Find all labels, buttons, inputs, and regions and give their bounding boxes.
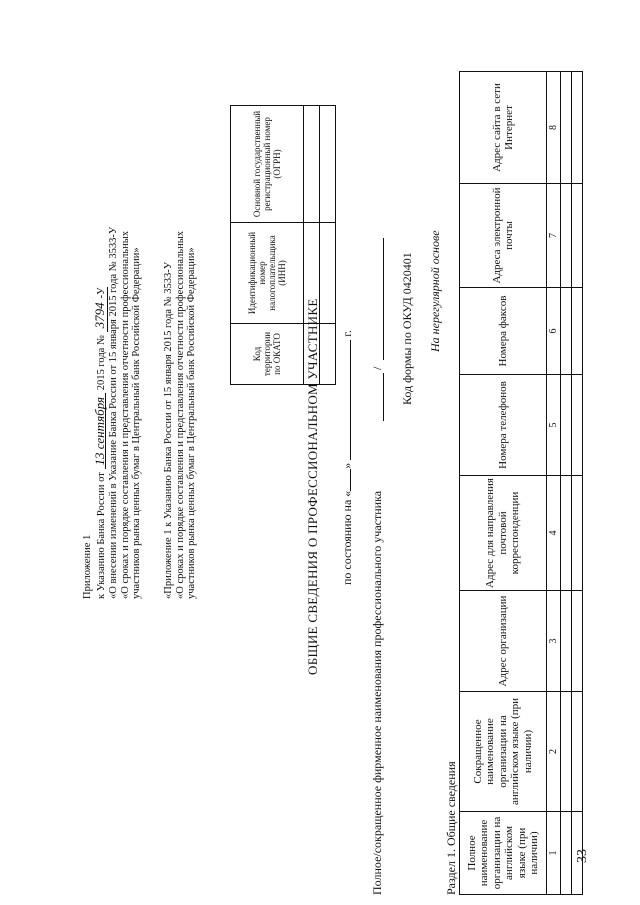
ogrn-header: Основной государственный регистрационный номер (ОГРН) [231, 106, 304, 223]
section-1-title: Раздел 1. Общие сведения [444, 761, 458, 895]
table-cell [572, 812, 583, 895]
column-number: 5 [547, 375, 561, 476]
table-cell [561, 184, 572, 288]
as-of-close-quote: » [340, 462, 354, 469]
table-cell [572, 692, 583, 812]
appendix-date-handwritten: 13 сентября [94, 393, 107, 470]
as-of-open-quote: « [340, 490, 354, 497]
document-title: ОБЩИЕ СВЕДЕНИЯ О ПРОФЕССИОНАЛЬНОМ УЧАСТНИКЕ [305, 298, 320, 675]
as-of-month-year-blank [350, 340, 351, 460]
table-cell [572, 72, 583, 184]
participant-name-rule [383, 373, 384, 421]
table-data-row [561, 72, 572, 895]
okato-value-cell [320, 324, 336, 385]
previous-appendix-line3: участников рынка ценных бумаг в Центральный банк Российской Федерации» [186, 247, 197, 599]
appendix-number-handwritten: 3794 [91, 302, 107, 329]
participant-name-slash: / [370, 366, 384, 370]
previous-appendix-line1: «Приложение 1 к Указанию Банка России от 15 января 2015 года № 3533-У [163, 261, 174, 599]
appendix-year-text: 2015 года № [95, 335, 107, 391]
table-cell [561, 812, 572, 895]
col-header-faxes: Номера факсов [460, 288, 547, 375]
as-of-date-line [340, 330, 355, 585]
col-header-postal-address: Адрес для направления почтовой корреспонденции [460, 476, 547, 591]
reporting-periodicity: На нерегулярной основе [428, 230, 442, 352]
appendix-number-suffix: -У [95, 287, 107, 299]
table-data-row [572, 72, 583, 895]
as-of-prefix: по состоянию на [340, 499, 354, 585]
column-number: 6 [547, 288, 561, 375]
ogrn-value-cell [304, 106, 320, 223]
okato-header: Код территории по ОКАТО [231, 324, 304, 385]
appendix-note [82, 129, 143, 599]
column-number-row [547, 72, 561, 895]
okud-form-code: Код формы по ОКУД 0420401 [400, 252, 414, 405]
general-info-table [459, 71, 583, 895]
ogrn-value-cell [320, 106, 336, 223]
column-number: 8 [547, 72, 561, 184]
as-of-year-suffix: г. [340, 330, 354, 337]
col-header-address: Адрес организации [460, 591, 547, 692]
col-header-emails: Адреса электронной почты [460, 184, 547, 288]
col-header-short-name-en: Сокращенное наименование организации на английском языке (при наличии) [460, 692, 547, 812]
participant-name-label: Полное/сокращенное фирменное наименования профессионального участника [370, 490, 384, 895]
column-number: 4 [547, 476, 561, 591]
table-cell [561, 288, 572, 375]
table-cell [572, 375, 583, 476]
appendix-title: Приложение 1 [82, 534, 93, 599]
table-cell [561, 591, 572, 692]
table-cell [561, 692, 572, 812]
page-number: 33 [575, 849, 590, 863]
inn-header: Идентификационный номер налогоплательщика (ИНН) [231, 223, 304, 324]
column-number: 2 [547, 692, 561, 812]
previous-appendix-line2: «О сроках и порядке составления и представления отчетности профессиональных [174, 230, 186, 599]
table-cell [561, 72, 572, 184]
col-header-website: Адрес сайта в сети Интернет [460, 72, 547, 184]
inn-value-cell [320, 223, 336, 324]
participant-name-rule [383, 238, 384, 360]
col-header-phones: Номера телефонов [460, 375, 547, 476]
column-number: 7 [547, 184, 561, 288]
appendix-date-line [91, 129, 109, 599]
as-of-day-blank [350, 469, 351, 491]
previous-appendix-note [163, 129, 198, 599]
appendix-line4: участников рынка ценных бумаг в Центральный банк Российской Федерации» [131, 247, 142, 599]
table-cell [561, 375, 572, 476]
col-header-full-name-en: Полное наименование организации на английском языке (при наличии) [460, 812, 547, 895]
table-header-row [460, 72, 547, 895]
column-number: 3 [547, 591, 561, 692]
appendix-line3: «О сроках и порядке составления и представления отчетности профессиональных [119, 230, 131, 599]
appendix-line1-prefix: к Указанию Банка России от [95, 472, 107, 599]
table-cell [572, 591, 583, 692]
column-number: 1 [547, 812, 561, 895]
table-cell [561, 476, 572, 591]
appendix-line2: «О внесении изменений в Указание Банка России от 15 января 2015 года № 3533-У [108, 226, 119, 599]
table-cell [572, 288, 583, 375]
table-cell [572, 184, 583, 288]
table-cell [572, 476, 583, 591]
